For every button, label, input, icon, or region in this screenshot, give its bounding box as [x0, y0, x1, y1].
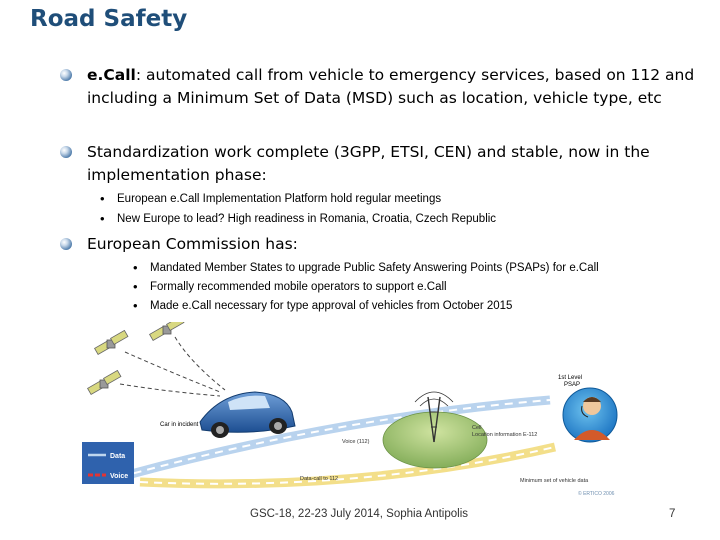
- satellite-icon: [95, 330, 128, 354]
- bullet-dot-icon: •: [133, 260, 138, 275]
- bullet-dot-icon: •: [100, 191, 105, 206]
- sub-bullet: • Formally recommended mobile operators to support e.Call: [133, 277, 447, 297]
- msd-label: Minimum set of vehicle data: [520, 478, 589, 484]
- diagram-legend: [82, 442, 134, 484]
- satellite-icon: [88, 370, 121, 394]
- ecall-diagram: [80, 322, 640, 497]
- cell-hill: [383, 412, 487, 468]
- psap-operator-icon: [563, 388, 617, 442]
- bullet-dot-icon: •: [133, 298, 138, 313]
- bullet-ecall: [60, 64, 710, 110]
- car-icon: [200, 392, 295, 438]
- sub-bullet: • Mandated Member States to upgrade Public Safety Answering Points (PSAPs) for e.Call: [133, 258, 599, 278]
- bullet-standardization: [60, 141, 710, 187]
- page-title: Road Safety: [30, 6, 188, 32]
- bullet-standardization-text: Standardization work complete (3GPP, ETSI, CEN) and stable, now in the implementation phase:: [87, 143, 650, 184]
- bullet-commission: [60, 233, 710, 256]
- legend-voice-label: Voice: [110, 473, 129, 480]
- legend-data-label: Data: [110, 453, 126, 460]
- copyright-label: © ERTICO 2006: [578, 491, 615, 497]
- bullet-dot-icon: •: [133, 279, 138, 294]
- location-label: Location information E-112: [472, 432, 538, 438]
- footer-text: GSC-18, 22-23 July 2014, Sophia Antipolis: [250, 508, 468, 520]
- psap-label-2: PSAP: [564, 382, 581, 388]
- bullet-ecall-bold: e.Call: [87, 66, 136, 84]
- sub-bullet: • Made e.Call necessary for type approval of vehicles from October 2015: [133, 296, 512, 316]
- sub-bullet: • New Europe to lead? High readiness in Romania, Croatia, Czech Republic: [100, 209, 496, 229]
- bullet-commission-text: European Commission has:: [87, 235, 298, 253]
- voice-call-label: Voice (112): [342, 439, 370, 445]
- cell-label: Cell: [472, 425, 482, 431]
- page-number: 7: [669, 508, 676, 520]
- bullet-icon: [60, 146, 72, 158]
- bullet-icon: [60, 69, 72, 81]
- bullet-icon: [60, 238, 72, 250]
- psap-label-1: 1st Level: [558, 375, 583, 381]
- data-call-label: Data-call to 112: [300, 476, 339, 482]
- sub-bullet: • European e.Call Implementation Platform hold regular meetings: [100, 189, 441, 209]
- bullet-ecall-text: : automated call from vehicle to emergency services, based on 112 and including a Minimum Set of Data (MSD) such as location, vehicle type, etc: [87, 66, 695, 107]
- car-label: Car in incident: [160, 422, 199, 428]
- satellite-icon: [150, 322, 184, 340]
- bullet-dot-icon: •: [100, 211, 105, 226]
